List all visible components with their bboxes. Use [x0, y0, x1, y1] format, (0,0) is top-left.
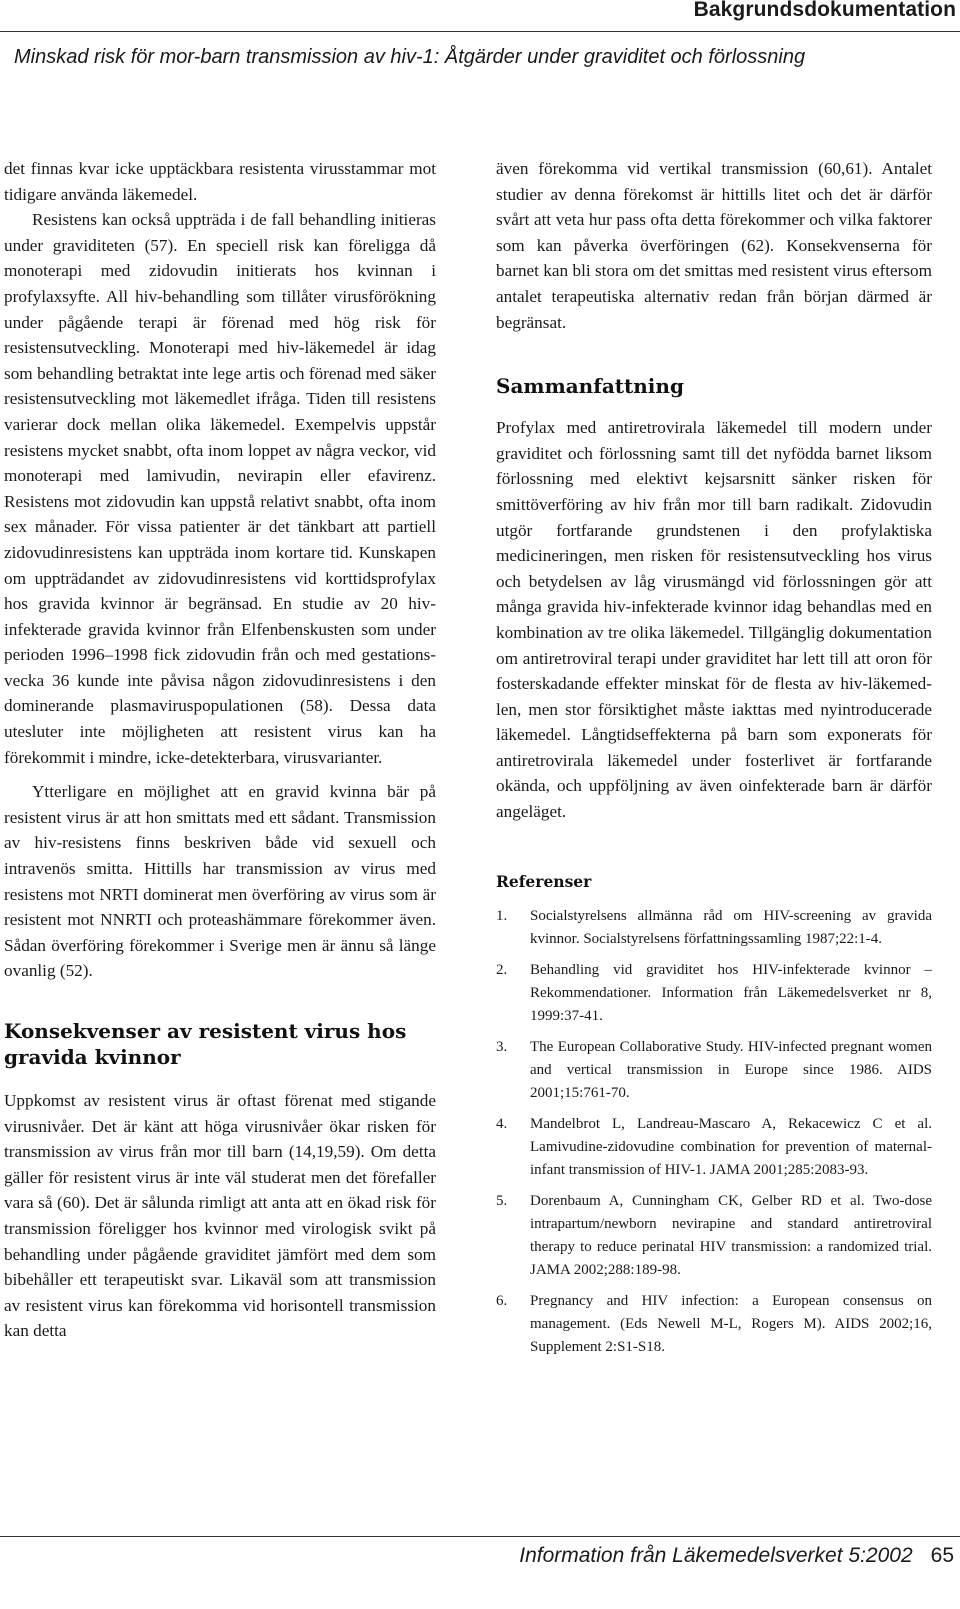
reference-text: The European Collaborative Study. HIV-infected pregnant women and vertical transmission in Europe since 1986. AIDS 2001;15:761-70.: [530, 1038, 932, 1101]
reference-text: Dorenbaum A, Cunningham CK, Gelber RD et al. Two-dose intrapartum/newborn nevirapine and standard antiretroviral therapy to reduce perinatal HIV transmission: a randomized trial. JAMA 2002;288:189-98.: [530, 1192, 932, 1278]
references-list: [496, 905, 932, 1359]
body-paragraph: även förekomma vid vertikal transmission (60,61). Antalet studier av denna förekomst är hittills litet och det är därför svårt att veta hur pass ofta detta förekommer och vilka faktorer som kan påverka överföringen (62). Konsekvenserna för barnet kan bli stora om det smittas med resistent virus eftersom antalet terapeutiska alternativ redan från början därmed är begränsat.: [496, 159, 932, 332]
body-paragraph: det finnas kvar icke upptäckbara resistenta virusstammar mot tidigare använda läkemedel.: [4, 159, 436, 204]
reference-number: 5.: [496, 1192, 508, 1209]
section-label: Bakgrundsdokumentation: [693, 0, 956, 21]
section-heading: Sammanfattning: [496, 374, 684, 399]
reference-text: Pregnancy and HIV infection: a European consensus on management. (Eds Newell M-L, Rogers M). AIDS 2002;16, Supplement 2:S1-S18.: [530, 1292, 932, 1355]
right-column: [496, 156, 932, 1367]
page-number: 65: [930, 1544, 954, 1567]
reference-item: [496, 1190, 932, 1282]
left-column: [4, 156, 436, 1344]
body-paragraph: Profylax med antiretrovirala läkemedel till modern under graviditet och förlossning samt till det nyfödda barnet liksom förlossning med elektivt kejsarsnitt sänker risken för smittöverföring av hiv från mor till barn radikalt. Zidovudin utgör fortfarande grundstenen i den profylaktiska medicineringen, men risken för resistensutveckling hos virus och betydelsen av låg virusmängd vid förlossningen gör att många gravida hiv-infekterade kvinnor idag behandlas med en kombination av tre olika läkemedel. Tillgänglig dokumentation om antiretroviral terapi under graviditet har lett till att oron för fosterskadande effekter minskat för de flesta av hiv-läkemedlen, men stor försiktighet måste iakttas med nyintroducerade läkemedel. Långtidseffekterna på barn som exponerats för antiretrovirala läkemedel under fosterlivet är fortfarande okända, och uppföljning av även oinfekterade barn är därför angeläget.: [496, 418, 932, 822]
section-heading: Konsekvenser av resistent virus hos gravida kvinnor: [4, 1019, 407, 1069]
header-rule: [0, 31, 960, 32]
reference-number: 4.: [496, 1115, 508, 1132]
body-paragraph: Uppkomst av resistent virus är oftast förenat med stigande virusnivåer. Det är känt att höga virusnivåer ökar risken för transmission av virus från mor till barn (14,19,59). Om detta gäller för resistent virus är inte väl studerat men det förefaller vara så (60). Det är sålunda rimligt att anta att en ökad risk för transmission föreligger hos kvinnor med virologisk svikt på behandling under pågående graviditet jämfört med dem som bibehåller ett terapeutiskt svar. Likaväl som att transmission av resistent virus kan förekomma vid horisontell transmission kan detta: [4, 1091, 436, 1341]
body-paragraph: Ytterligare en möjlighet att en gravid kvinna bär på resistent virus är att hon smittats med ett sådant. Transmission av hiv-resistens finns beskriven både vid sexuell och intravenös smitta. Hittills har transmission av virus med resistens mot NRTI dominerat men överföring av virus som är resistent mot NNRTI och proteashämmare förekommer även. Sådan överföring förekommer i Sverige men är ännu så länge ovanlig (52).: [4, 782, 436, 981]
reference-text: Socialstyrelsens allmänna råd om HIV-screening av gravida kvinnor. Socialstyrelsens författningssamling 1987;22:1-4.: [530, 907, 932, 947]
reference-number: 1.: [496, 907, 508, 924]
reference-item: [496, 959, 932, 1028]
reference-number: 6.: [496, 1292, 508, 1309]
reference-item: [496, 1036, 932, 1105]
reference-item: [496, 1113, 932, 1182]
reference-item: [496, 905, 932, 951]
footer-publication: Information från Läkemedelsverket 5:2002: [519, 1544, 913, 1567]
reference-number: 3.: [496, 1038, 508, 1055]
document-title: Minskad risk för mor-barn transmission av hiv-1: Åtgärder under graviditet och förlossning: [14, 46, 806, 68]
reference-text: Behandling vid graviditet hos HIV-infekterade kvinnor – Rekommendationer. Information från Läkemedelsverket nr 8, 1999:37-41.: [530, 961, 932, 1024]
reference-item: [496, 1290, 932, 1359]
references-heading: Referenser: [496, 871, 592, 891]
footer-rule: [0, 1536, 960, 1537]
reference-text: Mandelbrot L, Landreau-Mascaro A, Rekacewicz C et al. Lamivudine-zidovudine combination for prevention of maternal-infant transmission of HIV-1. JAMA 2001;285:2083-93.: [530, 1115, 932, 1178]
reference-number: 2.: [496, 961, 508, 978]
footer: [519, 1544, 954, 1568]
body-paragraph: Resistens kan också uppträda i de fall behandling initieras under graviditeten (57). En speciell risk kan föreligga då monoterapi med zidovudin initierats hos kvinnan i profylaxsyfte. All hiv-behandling som tillåter virusförökning under pågående terapi är förenad med hög risk för resistensutveckling. Monoterapi med hiv-läkemedel är idag som behandling betraktat inte lege artis och förenad med säker resistensutveckling mot läkemedlet ifråga. Tiden till resistens varierar dock mellan olika läkemedel. Exempelvis uppstår resistens mycket snabbt, ofta inom loppet av några veckor, vid monoterapi med lamivudin, nevirapin eller efavirenz. Resistens mot zidovudin kan uppstå relativt snabbt, ofta inom sex månader. För vissa patienter är det tänkbart att partiell zidovudinresistens kan uppträda inom kortare tid. Kunskapen om uppträdandet av zidovudinresistens vid korttidsprofylax hos gravida kvinnor är begränsad. En studie av 20 hiv-infekterade gravida kvinnor från Elfenbenskusten som under perioden 1996–1998 fick zidovudin från och med gestationsvecka 36 kunde inte påvisa någon zidovudinresistens i den dominerande plasmaviruspopulationen (58). Dessa data utesluter inte möjligheten att resistent virus kan ha förekommit i mindre, icke-detekterbara, virusvarianter.: [4, 210, 436, 767]
